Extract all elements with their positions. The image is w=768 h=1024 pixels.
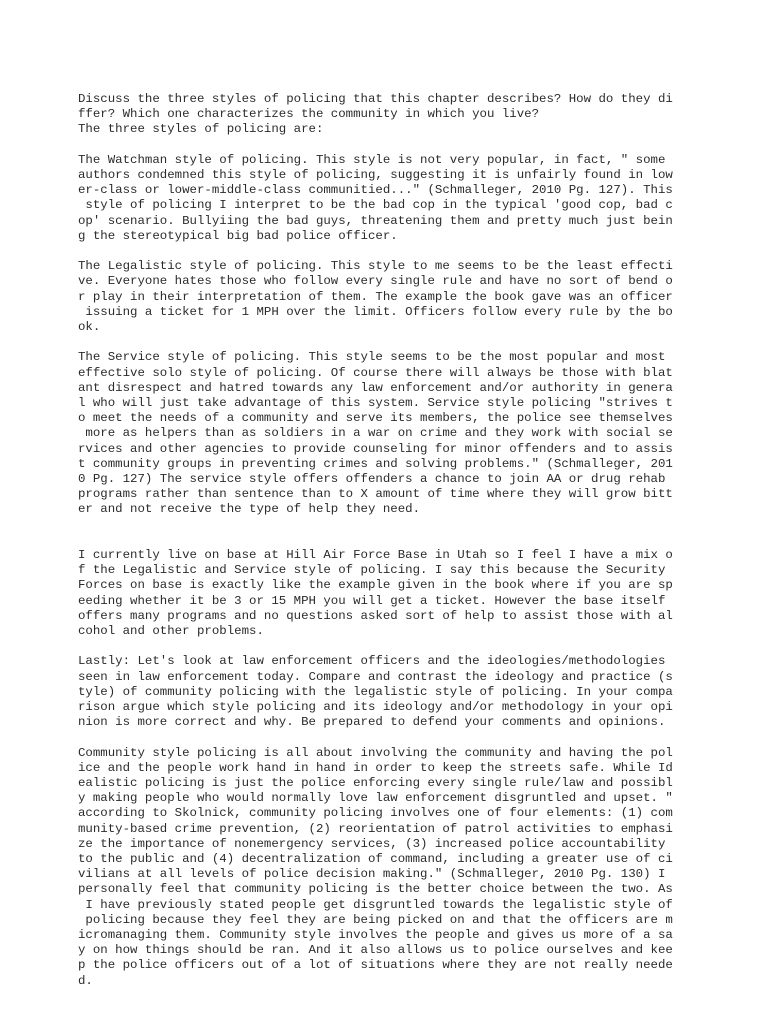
document-page: [78, 92, 748, 989]
question-paragraph: Discuss the three styles of policing that this chapter describes? How do they di ffer? Which one characterizes the community in which you live? The three styles of policing are:: [78, 92, 673, 137]
watchman-style-paragraph: The Watchman style of policing. This style is not very popular, in fact, " some authors condemned this style of policing, suggesting it is unfairly found in low er-class or lower-middle-class communitied..." (Schmalleger, 2010 Pg. 127). This style of policing I interpret to be the bad cop in the typical 'good cop, bad c op' scenario. Bullyiing the bad guys, threatening them and pretty much just bein g the stereotypical big bad police officer.: [78, 152, 673, 243]
service-style-paragraph: The Service style of policing. This style seems to be the most popular and most effective solo style of policing. Of course there will always be those with blat ant disrespect and hatred towards any law enforcement and/or authority in genera l who will just take advantage of this system. Service style policing "strives t o meet the needs of a community and serve its members, the police see themselves more as helpers than as soldiers in a war on crime and they work with social se rvices and other agencies to provide counseling for minor offenders and to assis t community groups in preventing crimes and solving problems." (Schmalleger, 201 0 Pg. 127) The service style offers offenders a chance to join AA or drug rehab programs rather than sentence than to X amount of time where they will grow bitt er and not receive the type of help they need.: [78, 350, 673, 517]
paragraph-gap: [78, 244, 748, 259]
hill-air-force-base-paragraph: I currently live on base at Hill Air Force Base in Utah so I feel I have a mix o f the Legalistic and Service style of policing. I say this because the Security Forces on base is exactly like the example given in the book where if you are sp eeding whether it be 3 or 15 MPH you will get a ticket. However the base itself offers many programs and no questions asked sort of help to assist those with al cohol and other problems.: [78, 548, 673, 639]
paragraph-gap: [78, 730, 748, 745]
paragraph-gap: [78, 639, 748, 654]
paragraph-gap: [78, 518, 748, 548]
lastly-question-paragraph: Lastly: Let's look at law enforcement officers and the ideologies/methodologies seen in law enforcement today. Compare and contrast the ideology and practice (s tyle) of community policing with the legalistic style of policing. In your compa rison argue which style policing and its ideology and/or methodology in your opi nion is more correct and why. Be prepared to defend your comments and opinions.: [78, 654, 673, 730]
paragraph-gap: [78, 138, 748, 153]
community-policing-paragraph: Community style policing is all about involving the community and having the pol ice and the people work hand in hand in order to keep the streets safe. While Id ealistic policing is just the police enforcing every single rule/law and possibl y making people who would normally love law enforcement disgruntled and upset. " according to Skolnick, community policing involves one of four elements: (1) com munity-based crime prevention, (2) reorientation of patrol activities to emphasi ze the importance of nonemergency services, (3) increased police accountability to the public and (4) decentralization of command, including a greater use of ci vilians at all levels of police decision making." (Schmalleger, 2010 Pg. 130) I personally feel that community policing is the better choice between the two. As I have previously stated people get disgruntled towards the legalistic style of policing because they feel they are being picked on and that the officers are m icromanaging them. Community style involves the people and gives us more of a sa y on how things should be ran. And it also allows us to police ourselves and kee p the police officers out of a lot of situations where they are not really neede d.: [78, 745, 673, 988]
legalistic-style-paragraph: The Legalistic style of policing. This style to me seems to be the least effecti ve. Everyone hates those who follow every single rule and have no sort of bend o r play in their interpretation of them. The example the book gave was an officer issuing a ticket for 1 MPH over the limit. Officers follow every rule by the bo ok.: [78, 259, 673, 335]
paragraph-gap: [78, 335, 748, 350]
